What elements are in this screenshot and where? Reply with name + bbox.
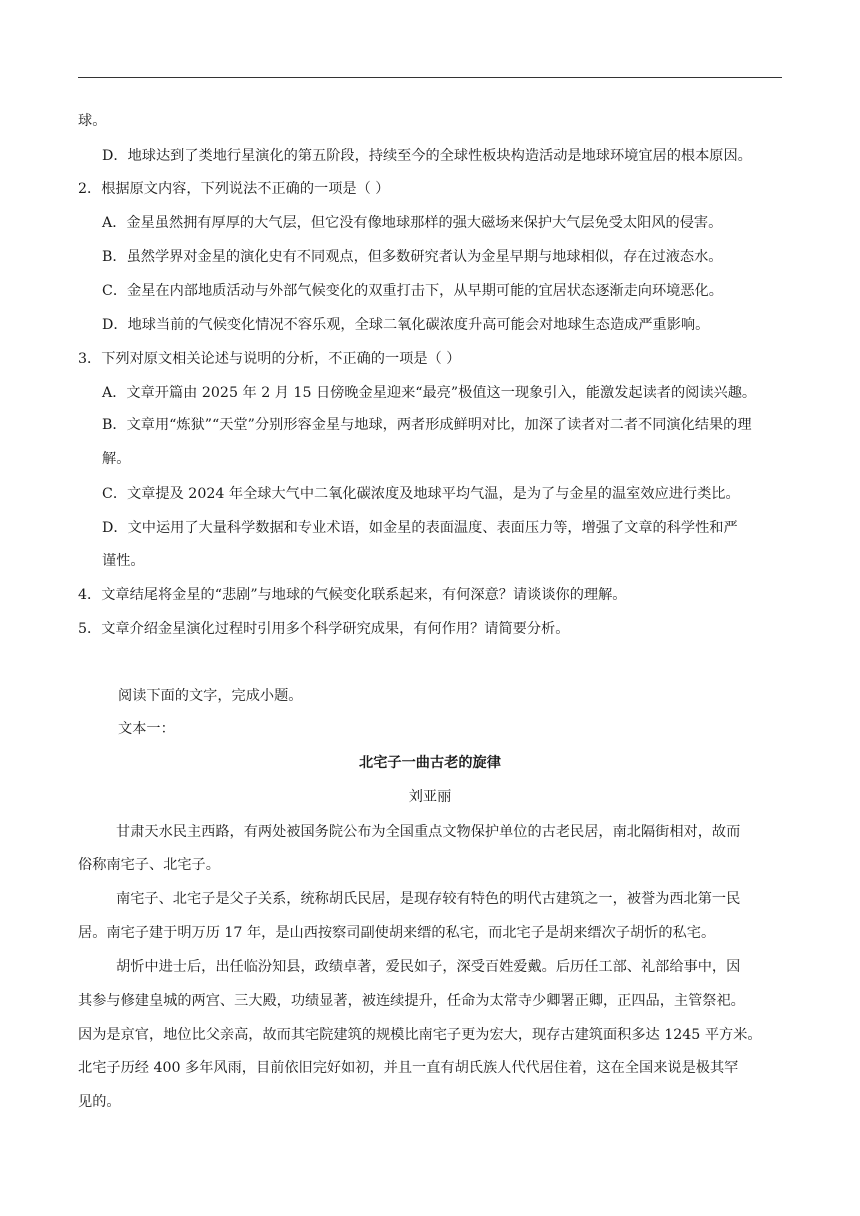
text-one-label: 文本一： — [118, 721, 175, 737]
paragraph-3-line-5: 见的。 — [78, 1094, 121, 1110]
paragraph-3-line-2: 其参与修建皇城的两宫、三大殿，功绩显著，被连续提升，任命为太常寺少卿署正卿，正四品，主管祭祀。 — [78, 993, 745, 1009]
paragraph-1-line-2: 俗称南宅子、北宅子。 — [78, 857, 220, 873]
question-continuation: 球。 — [78, 113, 107, 129]
question-3: 3．下列对原文相关论述与说明的分析，不正确的一项是（ ） — [78, 351, 461, 367]
paragraph-3-line-1: 胡忻中进士后，出任临汾知县，政绩卓著，爱民如子，深受百姓爱戴。后历任工部、礼部给事中，因 — [116, 959, 741, 975]
question-5: 5．文章介绍金星演化过程时引用多个科学研究成果，有何作用？请简要分析。 — [78, 621, 570, 637]
q3-option-a: A．文章开篇由 2025 年 2 月 15 日傍晚金星迎来“最亮”极值这一现象引入，能激发起读者的阅读兴趣。 — [102, 385, 757, 401]
q3-option-c: C．文章提及 2024 年全球大气中二氧化碳浓度及地球平均气温，是为了与金星的温室效应进行类比。 — [102, 486, 740, 502]
article-author: 刘亚丽 — [408, 789, 452, 805]
q3-option-d: D．文中运用了大量科学数据和专业术语，如金星的表面温度、表面压力等，增强了文章的科学性和严 — [102, 520, 738, 536]
header-rule — [78, 77, 782, 78]
q3-option-b-cont: 解。 — [102, 451, 131, 467]
q2-option-c: C．金星在内部地质活动与外部气候变化的双重打击下，从早期可能的宜居状态逐渐走向环境恶化。 — [102, 283, 723, 299]
question-2: 2．根据原文内容，下列说法不正确的一项是（ ） — [78, 181, 390, 197]
question-4: 4．文章结尾将金星的“悲剧”与地球的气候变化联系起来，有何深意？请谈谈你的理解。 — [78, 587, 627, 603]
q2-option-a: A．金星虽然拥有厚厚的大气层，但它没有像地球那样的强大磁场来保护大气层免受太阳风的侵害。 — [102, 215, 723, 231]
paragraph-1-line-1: 甘肃天水民主西路，有两处被国务院公布为全国重点文物保护单位的古老民居，南北隔街相对，故而 — [116, 824, 741, 840]
paragraph-3-line-4: 北宅子历经 400 多年风雨，目前依旧完好如初，并且一直有胡氏族人代代居住着，这在全国来说是极其罕 — [78, 1060, 739, 1076]
q3-option-d-cont: 谨性。 — [102, 553, 145, 569]
paragraph-2-line-1: 南宅子、北宅子是父子关系，统称胡氏民居，是现存较有特色的明代古建筑之一，被誉为西北第一民 — [116, 891, 741, 907]
paragraph-3-line-3: 因为是京官，地位比父亲高，故而其宅院建筑的规模比南宅子更为宏大，现存古建筑面积多达 1245 平方米。 — [78, 1027, 762, 1043]
q2-option-d: D．地球当前的气候变化情况不容乐观，全球二氧化碳浓度升高可能会对地球生态造成严重影响。 — [102, 317, 710, 333]
q2-option-b: B．虽然学界对金星的演化史有不同观点，但多数研究者认为金星早期与地球相似，存在过液态水。 — [102, 249, 723, 265]
paragraph-2-line-2: 居。南宅子建于明万历 17 年，是山西按察司副使胡来缙的私宅，而北宅子是胡来缙次子胡忻的私宅。 — [78, 925, 716, 941]
reading-instruction: 阅读下面的文字，完成小题。 — [118, 688, 303, 704]
article-title: 北宅子一曲古老的旋律 — [359, 755, 501, 771]
option-d: D．地球达到了类地行星演化的第五阶段，持续至今的全球性板块构造活动是地球环境宜居的根本原因。 — [102, 148, 752, 164]
q3-option-b: B．文章用“炼狱”“天堂”分别形容金星与地球，两者形成鲜明对比，加深了读者对二者不同演化结果的理 — [102, 417, 752, 433]
